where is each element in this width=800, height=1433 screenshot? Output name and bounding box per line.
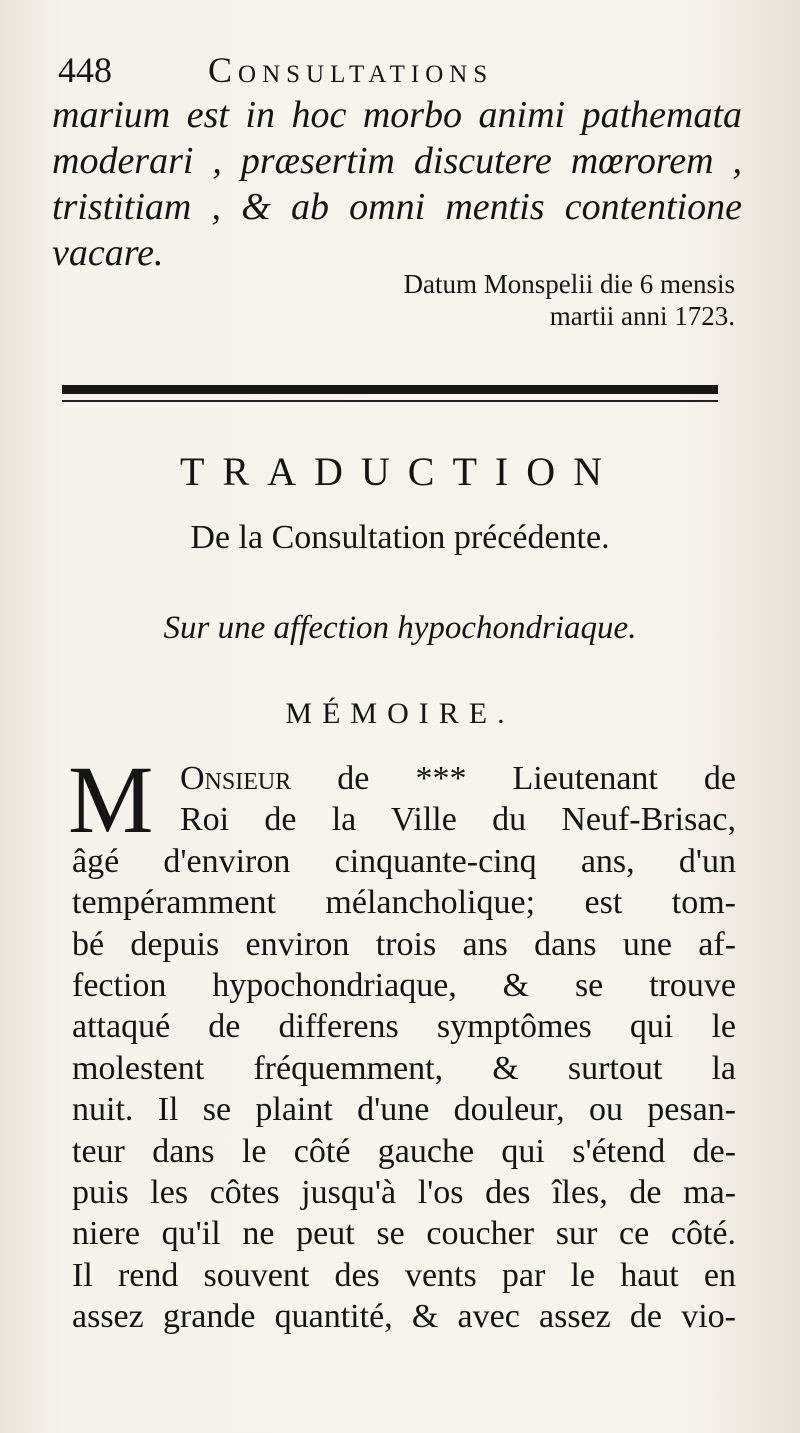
section-title: TRADUCTION (180, 449, 620, 494)
section-rule (62, 385, 718, 402)
memoire-heading: MÉMOIRE. (285, 697, 515, 730)
body-line: attaqué de differens symptômes qui le (72, 1008, 736, 1046)
page-number: 448 (58, 50, 112, 90)
body-line: nuit. Il se plaint d'une douleur, ou pesan- (72, 1091, 736, 1129)
dating-line (330, 268, 735, 332)
section-subject: Sur une affection hypochondriaque. (163, 610, 637, 646)
body-line: niere qu'il ne peut se coucher sur ce côté. (72, 1215, 736, 1253)
dating-year: martii anni 1723. (549, 301, 735, 331)
body-line: Il rend souvent des vents par le haut en (72, 1256, 736, 1294)
body-line: fection hypochondriaque, & se trouve (72, 967, 736, 1005)
body-line: Onsieur de *** Lieutenant de (180, 760, 737, 797)
latin-paragraph (52, 92, 742, 276)
dating-place: Datum Monspelii die 6 mensis (403, 269, 735, 299)
latin-line: vacare. (52, 232, 164, 274)
thick-rule (62, 385, 718, 394)
body-line: puis les côtes jusqu'à l'os des îles, de ma- (72, 1174, 736, 1212)
body-line: assez grande quantité, & avec assez de vio- (72, 1298, 736, 1336)
drop-cap: M (68, 746, 154, 853)
body-line: tempéramment mélancholique; est tom- (72, 884, 736, 922)
body-line: âgé d'environ cinquante-cinq ans, d'un (72, 842, 736, 880)
body-line: teur dans le côté gauche qui s'étend de- (72, 1132, 736, 1170)
latin-line: moderari , præsertim discutere mœrorem , (52, 140, 742, 182)
thin-rule (62, 400, 718, 402)
running-title: Consultations (208, 50, 494, 90)
body-line: Roi de la Ville du Neuf-Brisac, (180, 801, 736, 839)
memoire-body (68, 746, 737, 1338)
body-line: bé depuis environ trois ans dans une af- (72, 925, 736, 963)
first-word: Onsieur (180, 760, 292, 797)
latin-line: marium est in hoc morbo animi pathemata (52, 94, 742, 136)
body-line: molestent fréquemment, & surtout la (72, 1049, 736, 1087)
latin-line: tristitiam , & ab omni mentis contentione (52, 186, 742, 228)
section-subtitle: De la Consultation précédente. (190, 519, 610, 556)
